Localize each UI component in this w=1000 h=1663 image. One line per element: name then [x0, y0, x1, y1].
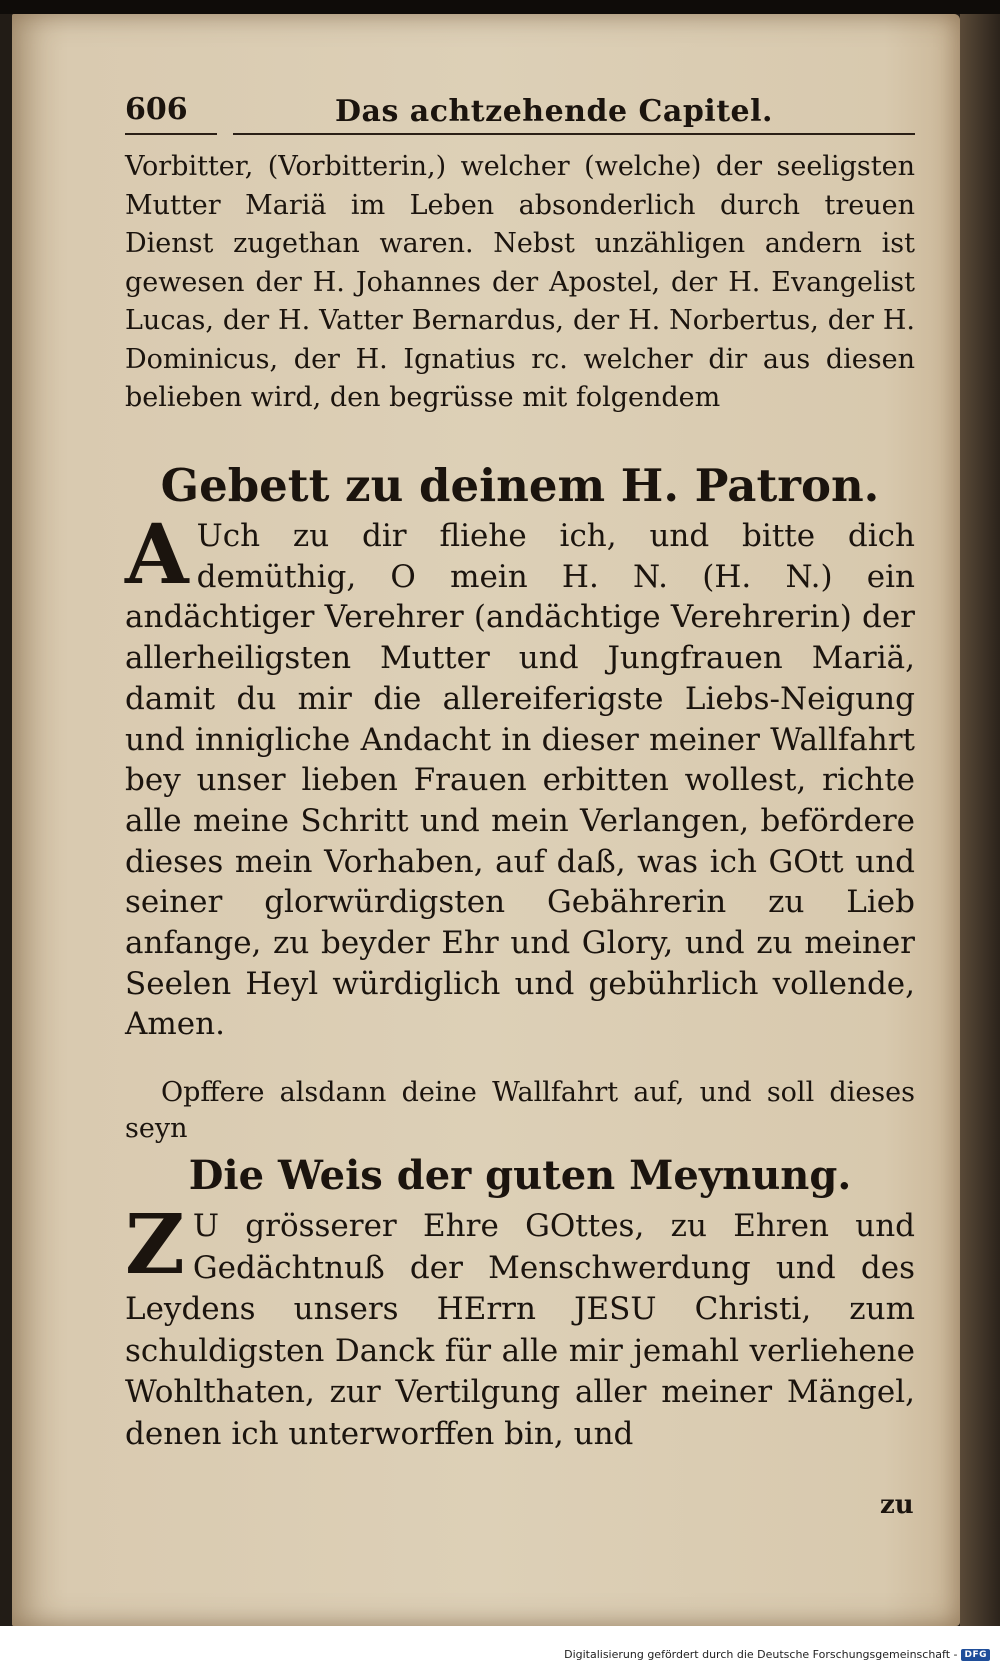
prayer-initial: A [125, 507, 189, 603]
header-rule-right [233, 133, 915, 135]
page-header [125, 92, 915, 142]
prayer-heading: Gebett zu deinem H. Patron. [160, 459, 880, 512]
meinung-text: U grösserer Ehre GOttes, zu Ehren und Gedächtnuß der Menschwerdung und des Leydens unsers HErrn JESU Christi, zum schuldigsten Danck für alle mir jemahl verliehene Wohlthaten, zur Vertilgung aller meiner Mängel, denen ich unterworffen bin, und [125, 1208, 915, 1452]
prayer-text: Uch zu dir fliehe ich, und bitte dich demüthig, O mein H. N. (H. N.) ein andächtiger Verehrer (andächtige Verehrerin) der allerheiligsten Mutter und Jungfrauen Mariä, damit du mir die allereiferigste Liebs-Neigung und innigliche Andacht in dieser meiner Wallfahrt bey unser lieben Frauen erbitten wollest, richte alle meine Schritt und mein Verlangen, befördere dieses mein Vorhaben, auf daß, was ich GOtt und seiner glorwürdigsten Gebährerin zu Lieb anfange, zu beyder Ehr und Glory, und zu meiner Seelen Heyl würdiglich und gebührlich vollende, Amen. [125, 518, 915, 1043]
offer-paragraph: Opffere alsdann deine Wallfahrt auf, und soll dieses seyn [125, 1077, 915, 1144]
page-number: 606 [125, 92, 188, 127]
credit-text: Digitalisierung gefördert durch die Deutsche Forschungsgemeinschaft - [564, 1648, 958, 1661]
prayer-paragraph [125, 507, 915, 1045]
meinung-heading: Die Weis der guten Meynung. [188, 1152, 852, 1199]
catchword: zu [880, 1490, 914, 1520]
intro-paragraph: Vorbitter, (Vorbitterin,) welcher (welche) der seeligsten Mutter Mariä im Leben absonderlich durch treuen Dienst zugethan waren. Nebst unzähligen andern ist gewesen der H. Johannes der Apostel, der H. Evangelist Lucas, der H. Vatter Bernardus, der H. Norbertus, der H. Dominicus, der H. Ignatius rc. welcher dir aus diesen belieben wird, den begrüsse mit folgendem [125, 151, 915, 413]
digitization-credit [564, 1648, 990, 1661]
meinung-initial: Z [125, 1197, 185, 1293]
running-title: Das achtzehende Capitel. [335, 94, 773, 129]
book-top-edge [0, 0, 1000, 14]
header-rule-left [125, 133, 217, 135]
book-fore-edge [960, 14, 1000, 1626]
meinung-paragraph [125, 1197, 915, 1455]
dfg-logo-icon: DFG [961, 1649, 990, 1661]
